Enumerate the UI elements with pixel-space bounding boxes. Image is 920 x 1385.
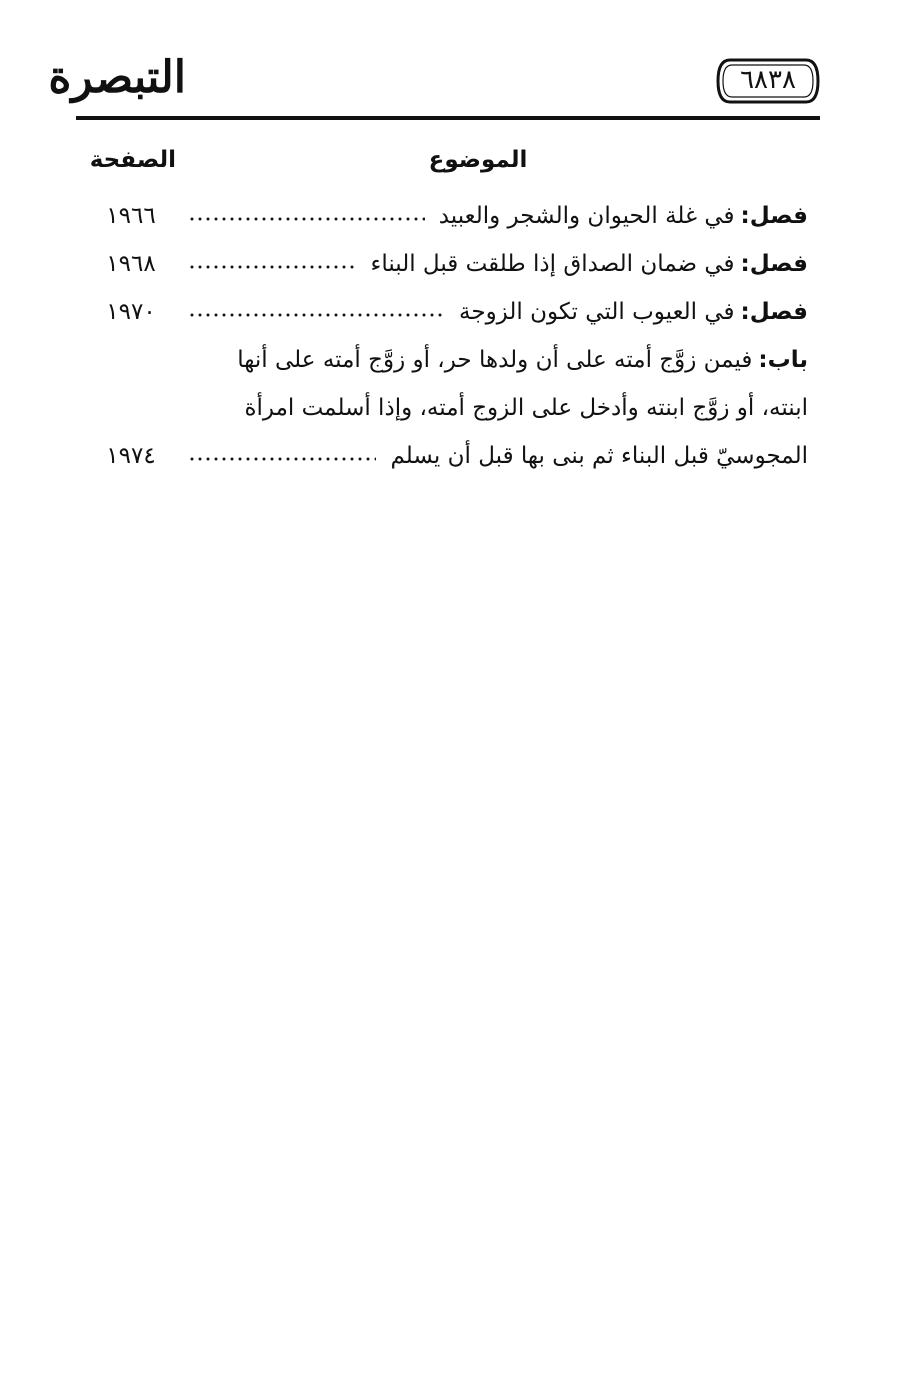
page-number-cartouche <box>716 54 820 108</box>
toc-entry <box>96 192 808 240</box>
entry-label: فصل: <box>740 251 808 277</box>
entry-title-line: ابنته، أو زوَّج ابنته وأدخل على الزوج أمته، وإذا أسلمت امرأة <box>244 395 808 421</box>
entry-title-line: المجوسيّ قبل البناء ثم بنى بها قبل أن يسلم <box>390 443 808 469</box>
book-title: التبصرة <box>48 52 186 103</box>
entry-title: في ضمان الصداق إذا طلقت قبل البناء <box>370 251 735 277</box>
page-number: ٦٨٣٨ <box>740 65 796 95</box>
toc-entry <box>96 288 808 336</box>
toc-entry-multiline <box>96 336 808 480</box>
header-rule <box>76 116 820 120</box>
dot-leader <box>188 214 425 224</box>
page-column-heading: الصفحة <box>89 147 176 173</box>
dot-leader <box>188 454 376 464</box>
dot-leader <box>188 310 445 320</box>
entry-label: فصل: <box>740 203 808 229</box>
entry-page-number: ١٩٧٤ <box>106 443 156 469</box>
entry-title: في العيوب التي تكون الزوجة <box>459 299 735 325</box>
table-of-contents <box>96 192 808 480</box>
toc-entry-line <box>96 336 808 384</box>
toc-entry-line <box>96 384 808 432</box>
entry-label: باب: <box>758 347 808 373</box>
column-headings <box>89 142 808 182</box>
entry-title-line: فيمن زوَّج أمته على أن ولدها حر، أو زوَّج أمته على أنها <box>237 347 753 373</box>
toc-entry <box>96 240 808 288</box>
entry-page-number: ١٩٦٦ <box>106 203 156 229</box>
dot-leader <box>188 262 357 272</box>
entry-label: فصل: <box>740 299 808 325</box>
entry-page-number: ١٩٦٨ <box>106 251 156 277</box>
topic-column-heading: الموضوع <box>428 147 528 173</box>
entry-page-number: ١٩٧٠ <box>106 299 156 325</box>
entry-title: في غلة الحيوان والشجر والعبيد <box>438 203 735 229</box>
toc-entry-line <box>96 432 808 480</box>
running-header <box>48 40 820 122</box>
